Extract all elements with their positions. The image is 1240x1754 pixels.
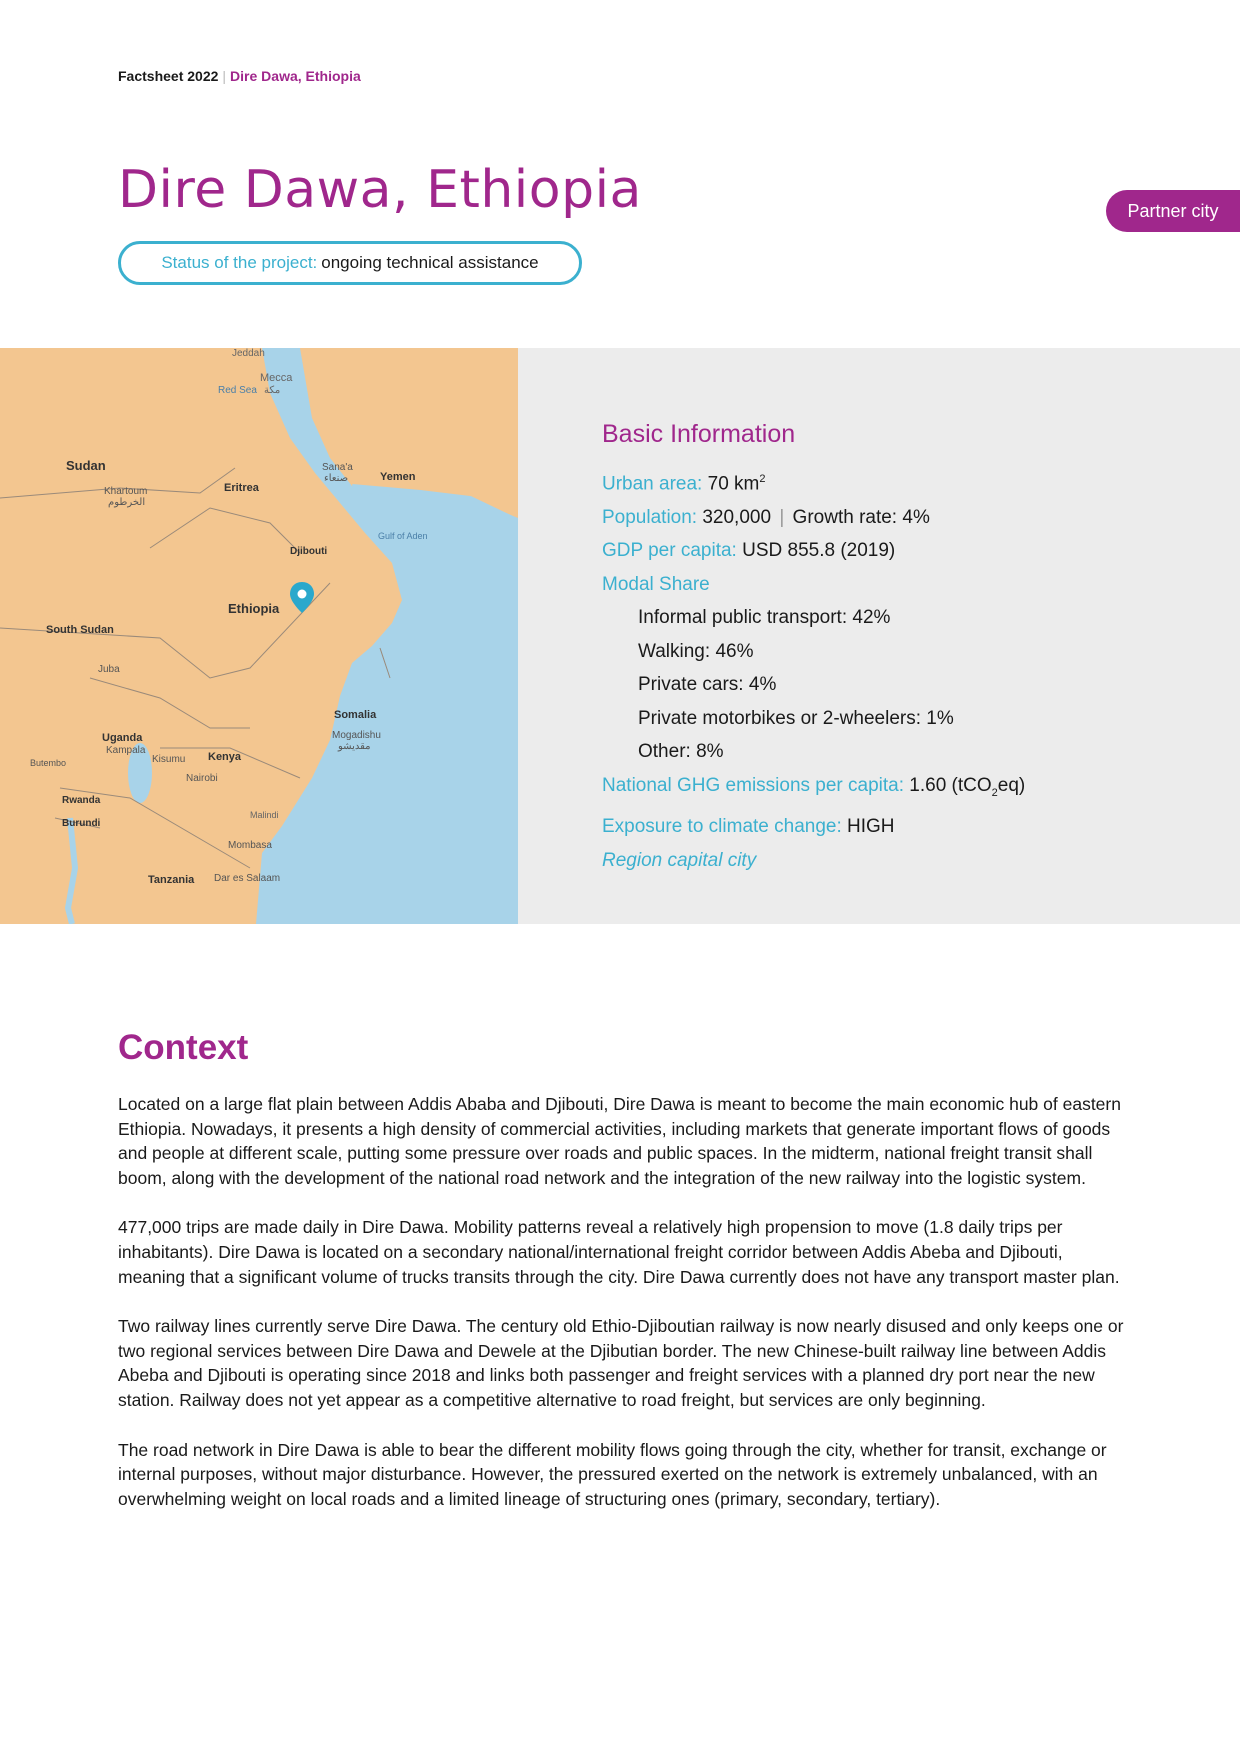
ghg-subscript: 2	[991, 786, 998, 799]
modal-share-item	[602, 668, 1025, 702]
modal-share-item	[602, 735, 1025, 769]
map-label-juba: Juba	[98, 664, 120, 675]
modal-share-item-label: Walking:	[638, 640, 711, 662]
map-label-eritrea: Eritrea	[224, 482, 259, 494]
map-graphic	[0, 348, 518, 924]
page-title: Dire Dawa, Ethiopia	[118, 160, 642, 220]
population-value: 320,000	[702, 506, 772, 528]
gdp-label: GDP per capita:	[602, 540, 737, 562]
modal-share-item-value: 8%	[696, 741, 724, 763]
map-label-kampala: Kampala	[106, 745, 146, 756]
ghg-suffix: eq)	[997, 774, 1026, 796]
row-separator: |	[779, 506, 785, 528]
ghg-label: National GHG emissions per capita:	[602, 774, 905, 796]
growth-rate-label: Growth rate:	[792, 506, 898, 528]
ghg-value: 1.60 (tCO	[909, 774, 992, 796]
project-status-box	[118, 241, 582, 285]
context-paragraph: Two railway lines currently serve Dire Dawa. The century old Ethio-Djiboutian railway is now nearly disused and only keeps one or two regional services between Dire Dawa and Dewele at the Djibutian border. The new Chinese-built railway line between Addis Abeba and Djibouti is operating since 2018 and links both passenger and freight services with a planned dry port near the new station. Railway does not yet appear as a competitive alternative to road freight, but services are only beginning.	[118, 1316, 1124, 1410]
map-label-sanaa-ar: صنعاء	[324, 473, 349, 484]
status-label: Status of the project:	[161, 253, 318, 272]
growth-rate-value: 4%	[902, 506, 930, 528]
map-label-mecca-ar: مكة	[264, 385, 281, 396]
header-separator: |	[222, 68, 227, 84]
modal-share-item-value: 42%	[852, 607, 891, 629]
context-paragraph: The road network in Dire Dawa is able to bear the different mobility flows going through the city, whether for transit, exchange or internal purposes, without major disturbance. However, the pressured exerted on the network is extremely unbalanced, with an overwhelming weight on local roads and a limited lineage of structuring ones (primary, secondary, tertiary).	[118, 1439, 1107, 1509]
modal-share-item	[602, 635, 1025, 669]
basic-info-panel	[518, 348, 1240, 924]
header-city-label: Dire Dawa, Ethiopia	[230, 68, 361, 84]
urban-area-row	[602, 463, 1025, 501]
map-label-mombasa: Mombasa	[228, 840, 272, 851]
status-value: ongoing technical assistance	[321, 253, 539, 272]
modal-share-item	[602, 601, 1025, 635]
map-label-sudan: Sudan	[66, 458, 106, 473]
map-label-red-sea: Red Sea	[218, 385, 257, 396]
document-header	[118, 68, 361, 84]
context-heading: Context	[118, 1028, 249, 1067]
map-label-khartoum-ar: الخرطوم	[108, 497, 146, 508]
map-label-yemen: Yemen	[380, 471, 416, 483]
basic-info-heading: Basic Information	[602, 420, 796, 448]
urban-area-label: Urban area:	[602, 473, 703, 495]
region-capital-note: Region capital city	[602, 849, 757, 871]
map-label-malindi: Malindi	[250, 810, 279, 820]
modal-share-row	[602, 568, 1025, 602]
urban-area-value: 70 km	[707, 473, 760, 495]
map-label-mecca: Mecca	[260, 372, 293, 384]
map-label-khartoum: Khartoum	[104, 486, 148, 497]
context-paragraph: Located on a large flat plain between Addis Ababa and Djibouti, Dire Dawa is meant to become the main economic hub of eastern Ethiopia. Nowadays, it presents a high density of commercial activities, including markets that generate important flows of goods and people at different scale, putting some pressure over roads and public spaces. In the midterm, national freight transit shall boom, along with the development of the national road network and the integration of the new railway into the logistic system.	[118, 1094, 1121, 1188]
modal-share-item-label: Informal public transport:	[638, 607, 848, 629]
context-body	[118, 1092, 1128, 1536]
population-row	[602, 501, 1025, 535]
map-label-ethiopia: Ethiopia	[228, 601, 280, 616]
modal-share-item	[602, 702, 1025, 736]
gdp-row	[602, 534, 1025, 568]
ghg-row	[602, 769, 1025, 810]
map-label-djibouti: Djibouti	[290, 546, 328, 557]
map-label-sanaa: Sana'a	[322, 462, 353, 473]
urban-area-unit-sup: 2	[759, 473, 766, 485]
map-label-kenya: Kenya	[208, 751, 242, 763]
modal-share-item-label: Private motorbikes or 2-wheelers:	[638, 707, 921, 729]
map-label-gulf-of-aden: Gulf of Aden	[378, 531, 428, 541]
map-label-dar-es-salaam: Dar es Salaam	[214, 873, 281, 884]
map-label-mogadishu: Mogadishu	[332, 730, 381, 741]
partner-city-badge: Partner city	[1106, 190, 1240, 232]
exposure-label: Exposure to climate change:	[602, 816, 842, 838]
context-paragraph: 477,000 trips are made daily in Dire Dawa. Mobility patterns reveal a relatively high propension to move (1.8 daily trips per inhabitants). Dire Dawa is located on a secondary national/international freight corridor between Addis Abeba and Djibouti, meaning that a significant volume of trucks transits through the city. Dire Dawa currently does not have any transport master plan.	[118, 1217, 1120, 1287]
modal-share-item-label: Other:	[638, 741, 691, 763]
gdp-value: USD 855.8 (2019)	[742, 540, 896, 562]
map-label-kisumu: Kisumu	[152, 754, 186, 765]
modal-share-item-value: 1%	[926, 707, 954, 729]
modal-share-item-value: 4%	[748, 674, 777, 696]
map-label-uganda: Uganda	[102, 732, 143, 744]
map-label-burundi: Burundi	[62, 818, 101, 829]
header-doc-label: Factsheet 2022	[118, 68, 219, 84]
map-label-butembo: Butembo	[30, 758, 67, 768]
population-label: Population:	[602, 506, 698, 528]
map-label-jeddah: Jeddah	[232, 348, 265, 359]
map-label-rwanda: Rwanda	[62, 795, 101, 806]
location-map	[0, 348, 518, 924]
modal-share-item-value: 46%	[715, 640, 754, 662]
modal-share-label: Modal Share	[602, 573, 710, 595]
map-label-south-sudan: South Sudan	[46, 624, 114, 636]
map-label-somalia: Somalia	[334, 709, 377, 721]
exposure-row	[602, 810, 1025, 844]
map-label-tanzania: Tanzania	[148, 874, 195, 886]
modal-share-item-label: Private cars:	[638, 674, 744, 696]
exposure-value: HIGH	[847, 816, 895, 838]
map-label-nairobi: Nairobi	[186, 773, 218, 784]
map-label-mogadishu-ar: مقديشو	[338, 741, 371, 752]
